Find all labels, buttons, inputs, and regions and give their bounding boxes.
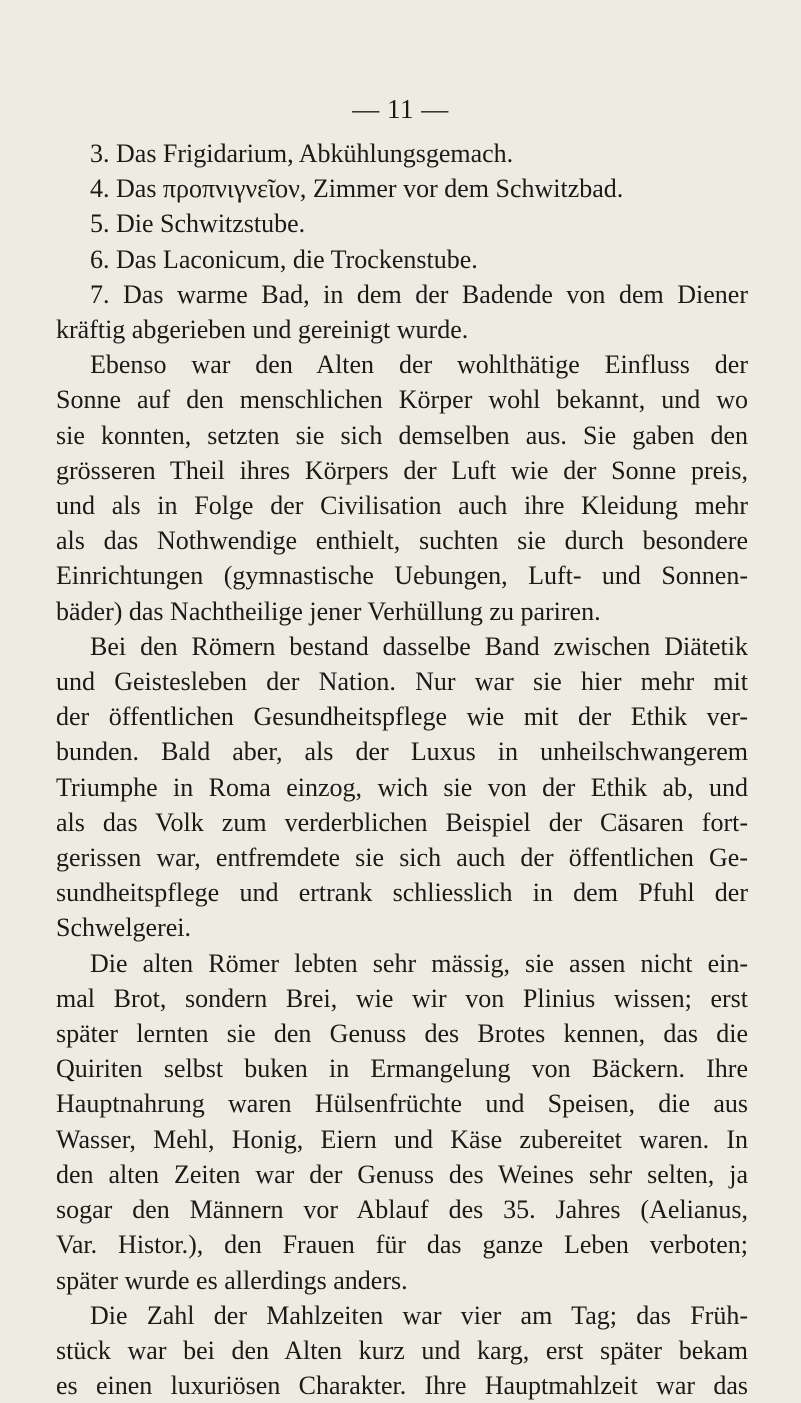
page-number: — 11 —	[352, 94, 449, 124]
list-item: 4. Das προπνιγνεῖον, Zimmer vor dem Schwitzbad.	[90, 174, 624, 204]
text-line: bunden. Bald aber, als der Luxus in unheilschwangerem	[56, 737, 748, 767]
text-line: Sonne auf den menschlichen Körper wohl bekannt, und wo	[56, 385, 748, 415]
text-line: Hauptnahrung waren Hülsenfrüchte und Speisen, die aus	[56, 1089, 748, 1119]
text-line: Schwelgerei.	[56, 913, 192, 943]
text-line: gerissen war, entfremdete sie sich auch der öffentlichen Ge-	[56, 843, 748, 873]
list-item: 5. Die Schwitzstube.	[90, 209, 306, 239]
list-item: 7. Das warme Bad, in dem der Badende von dem Diener	[90, 279, 748, 309]
text-line: sogar den Männern vor Ablauf des 35. Jahres (Aelianus,	[56, 1195, 748, 1225]
paragraph-start: Die Zahl der Mahlzeiten war vier am Tag; das Früh-	[90, 1300, 748, 1330]
paragraph-start: Bei den Römern bestand dasselbe Band zwischen Diätetik	[90, 631, 748, 661]
text-line: und Geistesleben der Nation. Nur war sie hier mehr mit	[56, 667, 748, 697]
text-line: stück war bei den Alten kurz und karg, erst später bekam	[56, 1335, 748, 1365]
text-line: den alten Zeiten war der Genuss des Weines sehr selten, ja	[56, 1159, 748, 1189]
text-line: mal Brot, sondern Brei, wie wir von Plinius wissen; erst	[56, 983, 748, 1013]
paragraph-start: Die alten Römer lebten sehr mässig, sie assen nicht ein-	[90, 948, 748, 978]
text-line: als das Nothwendige enthielt, suchten sie durch besondere	[56, 526, 748, 556]
list-item: 3. Das Frigidarium, Abkühlungsgemach.	[90, 139, 514, 168]
text-line: Triumphe in Roma einzog, wich sie von der Ethik ab, und	[56, 772, 748, 802]
list-item: 6. Das Laconicum, die Trockenstube.	[90, 244, 478, 274]
page-body	[56, 136, 748, 1403]
text-line: grösseren Theil ihres Körpers der Luft wie der Sonne preis,	[56, 455, 748, 485]
text-line: es einen luxuriösen Charakter. Ihre Hauptmahlzeit war das	[56, 1371, 748, 1401]
text-line: Einrichtungen (gymnastische Uebungen, Luft- und Sonnen-	[56, 561, 748, 591]
text-line: später lernten sie den Genuss des Brotes kennen, das die	[56, 1019, 748, 1049]
text-line: sie konnten, setzten sie sich demselben aus. Sie gaben den	[56, 420, 748, 450]
paragraph-start: Ebenso war den Alten der wohlthätige Einfluss der	[90, 350, 748, 380]
text-line: kräftig abgerieben und gereinigt wurde.	[56, 315, 469, 345]
text-line: als das Volk zum verderblichen Beispiel der Cäsaren fort-	[56, 807, 748, 837]
text-line: und als in Folge der Civilisation auch ihre Kleidung mehr	[56, 491, 748, 521]
text-line: der öffentlichen Gesundheitspflege wie mit der Ethik ver-	[56, 702, 748, 732]
text-line: bäder) das Nachtheilige jener Verhüllung zu pariren.	[56, 596, 601, 626]
text-line: sundheitspflege und ertrank schliesslich in dem Pfuhl der	[56, 878, 748, 908]
text-line: später wurde es allerdings anders.	[56, 1265, 408, 1295]
text-line: Wasser, Mehl, Honig, Eiern und Käse zubereitet waren. In	[56, 1124, 748, 1154]
text-line: Var. Histor.), den Frauen für das ganze Leben verboten;	[56, 1230, 748, 1260]
text-line: Quiriten selbst buken in Ermangelung von Bäckern. Ihre	[56, 1054, 748, 1084]
